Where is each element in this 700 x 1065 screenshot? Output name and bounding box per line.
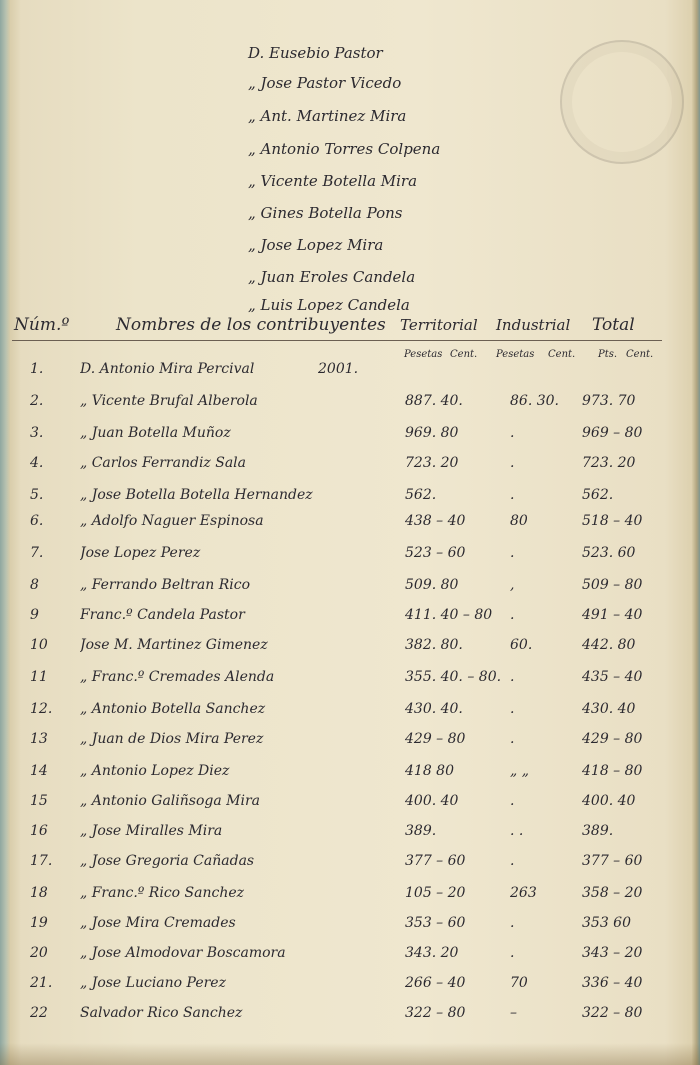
table-row (0, 756, 680, 790)
row-total: 400. 40 (582, 793, 636, 809)
row-territorial: 105 – 20 (405, 885, 466, 901)
row-total: 491 – 40 (582, 607, 643, 623)
table-row (0, 506, 680, 540)
row-name: „ Franc.º Rico Sanchez (80, 885, 245, 901)
header-num: Núm.º (14, 315, 70, 335)
row-territorial: 322 – 80 (405, 1005, 466, 1021)
row-territorial: 266 – 40 (405, 975, 466, 991)
row-number: 16 (30, 823, 48, 839)
row-number: 20 (30, 945, 48, 961)
row-industrial: . (510, 545, 515, 561)
row-territorial: 887. 40. (405, 393, 463, 409)
row-territorial: 429 – 80 (405, 731, 466, 747)
table-row (0, 630, 680, 664)
page-edge (692, 0, 700, 1065)
row-name: „ Juan Botella Muñoz (80, 425, 231, 441)
row-number: 1. (30, 361, 44, 377)
table-row (0, 908, 680, 942)
row-territorial: 523 – 60 (405, 545, 466, 561)
row-industrial: . . (510, 823, 524, 839)
table-row (0, 600, 680, 634)
row-number: 12. (30, 701, 53, 717)
upper-name-line: „ Gines Botella Pons (248, 204, 403, 222)
row-territorial: 438 – 40 (405, 513, 466, 529)
row-name: „ Franc.º Cremades Alenda (80, 669, 275, 685)
row-industrial: . (510, 669, 515, 685)
row-name: Jose M. Martinez Gimenez (80, 637, 268, 653)
row-total: 389. (582, 823, 614, 839)
row-total: 430. 40 (582, 701, 636, 717)
row-number: 3. (30, 425, 44, 441)
row-industrial: . (510, 945, 515, 961)
row-total: 322 – 80 (582, 1005, 643, 1021)
table-row (0, 694, 680, 728)
row-name: „ Jose Miralles Mira (80, 823, 223, 839)
row-name: D. Antonio Mira Percival (80, 361, 255, 377)
subheader-ind-cents: Cent. (548, 349, 576, 360)
subheader-tot-cents: Cent. (626, 349, 654, 360)
row-number: 22 (30, 1005, 48, 1021)
row-name: „ Juan de Dios Mira Perez (80, 731, 264, 747)
faded-seal-stamp (560, 40, 684, 164)
row-total: 435 – 40 (582, 669, 643, 685)
header-industrial: Industrial (496, 316, 571, 334)
subheader-tot-pesetas: Pts. (598, 349, 618, 360)
row-name: „ Carlos Ferrandiz Sala (80, 455, 247, 471)
row-total: 523. 60 (582, 545, 636, 561)
row-industrial: . (510, 915, 515, 931)
row-number: 17. (30, 853, 53, 869)
row-number: 6. (30, 513, 44, 529)
row-name: „ Jose Luciano Perez (80, 975, 226, 991)
row-industrial: „ „ (510, 763, 529, 779)
upper-name-line: „ Ant. Martinez Mira (248, 107, 407, 125)
row-industrial: 86. 30. (510, 393, 559, 409)
row-industrial: – (510, 1005, 517, 1021)
table-row (0, 448, 680, 482)
table-row (0, 846, 680, 880)
row-total: 518 – 40 (582, 513, 643, 529)
row-name: Salvador Rico Sanchez (80, 1005, 243, 1021)
row-total: 969 – 80 (582, 425, 643, 441)
row-industrial: , (510, 577, 515, 593)
row-name: Franc.º Candela Pastor (80, 607, 245, 623)
row-territorial: 418 80 (405, 763, 454, 779)
row-industrial: 60. (510, 637, 533, 653)
row-number: 2. (30, 393, 44, 409)
row-total: 562. (582, 487, 614, 503)
row-territorial: 355. 40. – 80. (405, 669, 502, 685)
header-rule (12, 340, 662, 341)
row-number: 7. (30, 545, 44, 561)
row-number: 8 (30, 577, 39, 593)
table-row (0, 354, 680, 388)
row-name: „ Antonio Galiñsoga Mira (80, 793, 260, 809)
upper-name-line: „ Vicente Botella Mira (248, 172, 418, 190)
row-name: „ Jose Almodovar Boscamora (80, 945, 286, 961)
row-industrial: . (510, 607, 515, 623)
row-name: „ Jose Botella Botella Hernandez (80, 487, 313, 503)
row-total: 358 – 20 (582, 885, 643, 901)
row-name: „ Antonio Lopez Diez (80, 763, 230, 779)
row-territorial: 430. 40. (405, 701, 463, 717)
row-industrial: . (510, 487, 515, 503)
row-total: 377 – 60 (582, 853, 643, 869)
upper-name-line: „ Antonio Torres Colpena (248, 140, 441, 158)
row-total: 442. 80 (582, 637, 636, 653)
row-territorial: 382. 80. (405, 637, 463, 653)
row-number: 10 (30, 637, 48, 653)
row-number: 14 (30, 763, 48, 779)
upper-name-line: D. Eusebio Pastor (248, 44, 383, 62)
row-number: 4. (30, 455, 44, 471)
row-territorial: 509. 80 (405, 577, 459, 593)
row-industrial: . (510, 731, 515, 747)
row-territorial: 389. (405, 823, 437, 839)
row-industrial: 70 (510, 975, 528, 991)
page-shadow (0, 1043, 700, 1065)
subheader-terr-cents: Cent. (450, 349, 478, 360)
row-total: 509 – 80 (582, 577, 643, 593)
table-row (0, 816, 680, 850)
row-total: 973. 70 (582, 393, 636, 409)
row-total: 343 – 20 (582, 945, 643, 961)
row-industrial: . (510, 455, 515, 471)
header-total: Total (592, 315, 635, 335)
row-territorial: 723. 20 (405, 455, 459, 471)
row-number: 5. (30, 487, 44, 503)
row-total: 723. 20 (582, 455, 636, 471)
upper-name-line: „ Jose Pastor Vicedo (248, 74, 402, 92)
table-row (0, 938, 680, 972)
row-territorial: 353 – 60 (405, 915, 466, 931)
row-number: 11 (30, 669, 48, 685)
row-industrial: 80 (510, 513, 528, 529)
row-number: 13 (30, 731, 48, 747)
row-territorial: 969. 80 (405, 425, 459, 441)
row-number: 9 (30, 607, 39, 623)
table-row (0, 878, 680, 912)
table-row (0, 418, 680, 452)
row-industrial: . (510, 793, 515, 809)
table-row (0, 786, 680, 820)
row-territorial: 343. 20 (405, 945, 459, 961)
row-industrial: 263 (510, 885, 537, 901)
table-row (0, 724, 680, 758)
row-name: Jose Lopez Perez (80, 545, 201, 561)
upper-name-line: „ Jose Lopez Mira (248, 236, 384, 254)
subheader-ind-pesetas: Pesetas (496, 349, 535, 360)
row-name: „ Jose Gregoria Cañadas (80, 853, 255, 869)
row-total: 353 60 (582, 915, 631, 931)
table-row (0, 570, 680, 604)
table-row (0, 662, 680, 696)
subheader-terr-pesetas: Pesetas (404, 349, 443, 360)
row-territorial: 562. (405, 487, 437, 503)
row-name: „ Adolfo Naguer Espinosa (80, 513, 264, 529)
row-number: 18 (30, 885, 48, 901)
header-territorial: Territorial (400, 316, 478, 334)
row-number: 15 (30, 793, 48, 809)
table-row (0, 538, 680, 572)
row-industrial: . (510, 701, 515, 717)
table-row (0, 968, 680, 1002)
header-names: Nombres de los contribuyentes (116, 315, 386, 335)
row-total: 418 – 80 (582, 763, 643, 779)
table-row (0, 998, 680, 1032)
table-row (0, 386, 680, 420)
upper-name-line: „ Luis Lopez Candela (248, 296, 410, 314)
row-number: 21. (30, 975, 53, 991)
row-territorial: 411. 40 – 80 (405, 607, 493, 623)
row-name: „ Antonio Botella Sanchez (80, 701, 266, 717)
row-total: 429 – 80 (582, 731, 643, 747)
row-name: „ Jose Mira Cremades (80, 915, 236, 931)
row-name: „ Ferrando Beltran Rico (80, 577, 250, 593)
row-total: 336 – 40 (582, 975, 643, 991)
row-number: 19 (30, 915, 48, 931)
row-territorial: 377 – 60 (405, 853, 466, 869)
row-name: „ Vicente Brufal Alberola (80, 393, 258, 409)
row-industrial: . (510, 853, 515, 869)
row-industrial: . (510, 425, 515, 441)
upper-name-line: „ Juan Eroles Candela (248, 268, 416, 286)
row-territorial: 400. 40 (405, 793, 459, 809)
row-total: 2001. (318, 361, 359, 377)
